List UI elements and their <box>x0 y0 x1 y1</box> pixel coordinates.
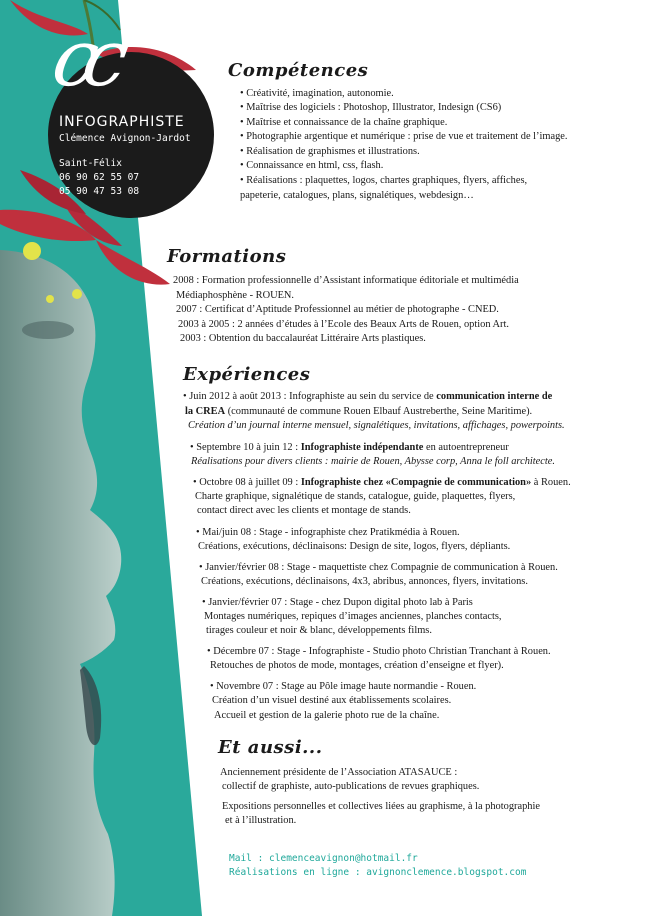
phone-number: 05 90 47 53 08 <box>59 186 140 197</box>
section-heading-formations: Formations <box>167 246 287 267</box>
formation-item: 2007 : Certificat d’Aptitude Professionnel au métier de photographe - CNED. <box>176 304 499 315</box>
experience-text: Octobre 08 à juillet 09 : <box>199 477 301 488</box>
experience-entry: • Janvier/février 08 : Stage - maquettiste chez Compagnie de communication à Rouen. <box>199 561 558 574</box>
contact-mail[interactable]: Mail : clemenceavignon@hotmail.fr <box>229 853 418 864</box>
experience-detail: Créations, exécutions, déclinaisons: Design de site, logos, flyers, dépliants. <box>198 541 511 552</box>
experience-highlight: Infographiste chez «Compagnie de communication» <box>300 477 532 488</box>
yellow-dot <box>72 289 82 299</box>
competence-item: • Maîtrise des logiciels : Photoshop, Illustrator, Indesign (CS6) <box>240 101 501 114</box>
yellow-dot <box>23 242 41 260</box>
aussi-line: Anciennement présidente de l’Association ATASAUCE : <box>220 767 458 778</box>
monogram-logo: cc <box>46 14 122 104</box>
contact-website[interactable]: Réalisations en ligne : avignonclemence.blogspot.com <box>229 867 527 878</box>
experience-text: Juin 2012 à août 2013 : Infographiste au sein du service de <box>189 391 437 402</box>
experience-text: en autoentrepreneur <box>423 442 509 453</box>
experience-text: (communauté de commune Rouen Elbauf Austreberthe, Seine Maritime). <box>225 406 533 417</box>
formation-item: 2008 : Formation professionnelle d’Assistant informatique éditoriale et multimédia <box>173 275 519 286</box>
yellow-dot <box>46 295 54 303</box>
experience-detail: Création d’un journal interne mensuel, signalétiques, invitations, affichages, powerpoints. <box>188 420 565 431</box>
competence-item: • Connaissance en html, css, flash. <box>240 159 383 172</box>
formation-item: 2003 : Obtention du baccalauréat Littéraire Arts plastiques. <box>180 333 426 344</box>
experience-entry <box>190 441 509 454</box>
experience-highlight: communication interne de <box>436 391 553 402</box>
eye-shadow <box>22 321 74 339</box>
competence-item: • Photographie argentique et numérique : prise de vue et traitement de l’image. <box>240 130 567 143</box>
phone-number: 06 90 62 55 07 <box>59 172 140 183</box>
competence-item: • Créativité, imagination, autonomie. <box>240 87 394 100</box>
experience-entry-cont <box>185 405 532 418</box>
aussi-line: collectif de graphiste, auto-publications de revues graphiques. <box>222 781 480 792</box>
experience-detail: Réalisations pour divers clients : mairie de Rouen, Abysse corp, Anna le foll architecte. <box>191 456 555 467</box>
experience-detail: Création d’un visuel destiné aux établissements scolaires. <box>212 695 452 706</box>
section-heading-competences: Compétences <box>228 60 369 81</box>
experience-text: à Rouen. <box>531 477 571 488</box>
experience-detail: tirages couleur et noir & blanc, développements films. <box>206 625 432 636</box>
experience-text: Septembre 10 à juin 12 : <box>196 442 301 453</box>
experience-entry <box>193 476 571 489</box>
experience-entry: • Novembre 07 : Stage au Pôle image haute normandie - Rouen. <box>210 680 476 693</box>
section-heading-experiences: Expériences <box>183 364 311 385</box>
aussi-line: et à l’illustration. <box>225 815 297 826</box>
experience-detail: contact direct avec les clients et montage de stands. <box>197 505 411 516</box>
formation-item: 2003 à 2005 : 2 années d’études à l’Ecole des Beaux Arts de Rouen, option Art. <box>178 319 509 330</box>
experience-detail: Retouches de photos de mode, montages, création d’enseigne et flyer). <box>210 660 504 671</box>
experience-entry: • Mai/juin 08 : Stage - infographiste chez Pratikmédia à Rouen. <box>196 526 460 539</box>
experience-detail: Charte graphique, signalétique de stands, catalogue, guide, plaquettes, flyers, <box>195 491 516 502</box>
experience-highlight: la CREA <box>185 406 226 417</box>
city: Saint-Félix <box>59 158 122 169</box>
competence-item-continuation: papeterie, catalogues, plans, signalétiques, webdesign… <box>240 190 474 201</box>
competence-item: • Maîtrise et connaissance de la chaîne graphique. <box>240 116 447 129</box>
formation-item: Médiaphosphène - ROUEN. <box>176 290 295 301</box>
full-name: Clémence Avignon-Jardot <box>59 133 191 144</box>
competence-item: • Réalisations : plaquettes, logos, chartes graphiques, flyers, affiches, <box>240 174 527 187</box>
aussi-line: Expositions personnelles et collectives liées au graphisme, à la photographie <box>222 801 540 812</box>
job-title: INFOGRAPHISTE <box>59 114 185 130</box>
experience-entry <box>183 390 552 403</box>
experience-detail: Créations, exécutions, déclinaisons, 4x3, abribus, annonces, flyers, invitations. <box>201 576 528 587</box>
experience-entry: • Décembre 07 : Stage - Infographiste - Studio photo Christian Tranchant à Rouen. <box>207 645 551 658</box>
experience-entry: • Janvier/février 07 : Stage - chez Dupon digital photo lab à Paris <box>202 596 473 609</box>
experience-highlight: Infographiste indépendante <box>300 442 424 453</box>
competence-item: • Réalisation de graphismes et illustrations. <box>240 145 420 158</box>
section-heading-et-aussi: Et aussi... <box>218 737 323 758</box>
experience-detail: Accueil et gestion de la galerie photo rue de la chaîne. <box>214 710 440 721</box>
experience-detail: Montages numériques, repiques d’images anciennes, planches contacts, <box>204 611 502 622</box>
